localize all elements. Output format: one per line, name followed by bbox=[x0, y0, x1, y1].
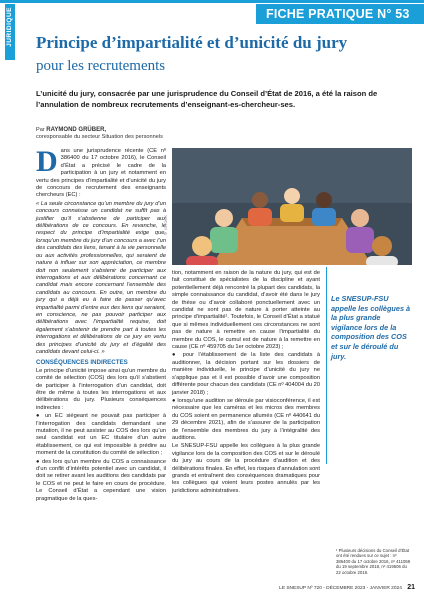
bullet-text: un EC siégeant ne pouvait pas participer à l’interrogation des candidats demandant une mutation, il ne peut assister au COS des lors qu’un seul candidat est un EC titulaire d’un autre établissement, ce qui est impossible à prédire au moment de la constitution du comité de sélection ; bbox=[36, 413, 167, 457]
jurisprudence-quote: « La seule circonstance qu’un membre du jury d’un concours connaisse un candidat ne suffit pas à justifier qu’il s’abstienne de participer aux délibérations de ce concours. En revanche, le respect du principe d’impartialité exige que, lorsqu’un membre du jury d’un concours a avec l’un des candidats des liens, tenant à la vie personnelle ou aux activités professionnelles, qui seraient de nature à influer sur son appréciation, ce membre doit non seulement s’abstenir de participer aux interrogations et aux délibérations concernant ce candidat mais encore concernant l’ensemble des candidats au concours. En outre, un membre du jury qui a déjà eu à faire de passer qu’avec impartialité parmi d’entre eux des liens qui seraient, en conscience, ne pas pouvoir participer aux délibérations avec l’impartialité requise, doit également s’abstenir de prendre part à toutes les interrogations et délibérations de ce jury en vertu des principes d’unicité du jury et d’égalité des candidats devant celui-ci. » bbox=[36, 200, 166, 355]
page-footer bbox=[195, 584, 415, 591]
column-1 bbox=[36, 145, 167, 504]
subhead-consequences: CONSÉQUENCES INDIRECTES bbox=[36, 359, 128, 367]
bullet-item: ● lorsqu’une audition se déroule par visioconférence, il est nécessaire que les caméras et les micros des membres du COS soient en permanence allumés (CE nº 440641 du 29 décembre 2021), afin de s’assurer de la participation de l’ensemble des membres du jury à l’intégralité des auditions. bbox=[172, 397, 321, 441]
meeting-illustration-svg bbox=[172, 148, 412, 265]
top-rule bbox=[0, 0, 424, 3]
section-strip bbox=[5, 4, 15, 60]
bullet-text: des lors qu’un membre du COS a connaissance d’un conflit d’intérêts potentiel avec un candidat, il doit se retirer avant les auditions des candidats par le COS et ne peut le faire en cours de procédure. Le Conseil d’État a cependant une vision pragmatique de la ques- bbox=[36, 458, 166, 502]
photo-credit: © ISTOCK bbox=[163, 215, 168, 236]
bullet-text: pour l’établissement de la liste des candidats à auditionner, la décision portant sur les dossiers de manière individuelle, le principe d’unicité du jury ne s’applique pas et il est possible d’avoir une composition différente pour chacun des candidats (CE nº 404004 du 20 janvier 2018) ; bbox=[172, 352, 320, 396]
article-title: Principe d’impartialité et d’unicité du jury bbox=[36, 33, 348, 52]
byline bbox=[36, 127, 276, 141]
pull-quote: Le SNESUP-FSU appelle les collègues à la plus grande vigilance lors de la composition des COS et sur le déroulé du jury. bbox=[331, 294, 411, 361]
bullet-item: ● des lors qu’un membre du COS a connaissance d’un conflit d’intérêts potentiel avec un candidat, il doit se retirer avant les auditions des candidats par le COS et ne peut le faire en cours de procédure. Le Conseil d’État a cependant une vision pragmatique de la ques- bbox=[36, 458, 166, 502]
sidebar-rule bbox=[326, 267, 327, 464]
page-number: 21 bbox=[407, 584, 415, 591]
byline-author: RAYMOND GRÜBER, bbox=[46, 127, 107, 133]
fiche-banner: FICHE PRATIQUE N° 53 bbox=[256, 4, 424, 24]
footnote: ¹ Plusieurs décisions du Conseil d’État ont été rendues sur ce sujet : nº 386400 du 17 octobre 2016, nº 411059 du 19 septembre 2018, nº 419506 du 22 octobre 2018. bbox=[336, 548, 411, 575]
dropcap: D bbox=[36, 145, 58, 178]
intro-paragraph bbox=[36, 145, 166, 200]
article-subtitle: pour les recrutements bbox=[36, 58, 166, 74]
byline-prefix: Par bbox=[36, 127, 45, 133]
paragraph-conclusion: Le SNESUP-FSU appelle les collègues à la plus grande vigilance lors de la composition des COS et sur le déroulé du jury au cours de la procédure d’audition et des délibérations finales. En effet, les risques d’annulation sont grands et entraînent des conséquences dramatiques pour les collègues qui voient leurs postes annulés par les juridictions administratives. bbox=[172, 443, 320, 494]
bullet-text: lorsqu’une audition se déroule par visioconférence, il est nécessaire que les caméras et les micros des membres du COS soient en permanence allumés (CE nº 440641 du 29 décembre 2021), afin de s’assurer de la participation de l’ensemble des membres du jury à l’intégralité des auditions. bbox=[172, 397, 321, 441]
bullet-item: ● un EC siégeant ne pouvait pas participer à l’interrogation des candidats demandant une mutation, il ne peut assister au COS des lors qu’un seul candidat est un EC titulaire d’un autre établissement, ce qui est impossible à prédire au moment de la constitution du comité de sélection ; bbox=[36, 413, 167, 457]
section-label: JURIDIQUE bbox=[6, 7, 13, 47]
byline-role: coresponsable du secteur Situation des personnels bbox=[36, 134, 163, 140]
paragraph-unicity: Le principe d’unicité impose ainsi qu’un membre du comité de sélection (COS) des lors qu’il s’abstient de participer à l’interrogation d’un candidat, doit être de même à toutes les interrogations et aux délibérations du jury. Plusieurs conséquences indirectes : bbox=[36, 367, 166, 411]
column-2 bbox=[172, 270, 320, 496]
footer-publication: LE SNESUP Nº 720 - DÉCEMBRE 2023 - JANVIER 2024 bbox=[279, 586, 402, 591]
article-chapeau: L’unicité du jury, consacrée par une jurisprudence du Conseil d’État de 2016, a été la raison de l’annulation de nombreux recrutements d’enseignant-es-chercheur-ses. bbox=[36, 89, 378, 109]
bullet-item: ● pour l’établissement de la liste des candidats à auditionner, la décision portant sur les dossiers de manière individuelle, le principe d’unicité du jury ne s’applique pas et il est possible d’avoir une composition différente pour chacun des candidats (CE nº 404004 du 20 janvier 2018) ; bbox=[172, 352, 320, 396]
intro-text: ans une jurisprudence récente (CE nº 386400 du 17 octobre 2016), le Conseil d’État a précisé le cadre de la participation à un jury et notamment en vertu des principes d’impartialité et d’unicité du jury de concours de recrutement des enseignants chercheurs (EC) : bbox=[36, 148, 166, 199]
meeting-illustration bbox=[172, 148, 412, 265]
paragraph-pragmatic: tion, notamment en raison de la nature du jury, qui est de fait constitué de spécialistes de la discipline et ayant potentiellement déjà rencontré la plupart des candidats, la simple connaissance du candidat, d’avoir été dans le jury de thèse ou d’avoir collaboré ponctuellement avec un candidat ne sont pas de nature à porter atteinte au principe d’impartialité¹. Toutefois, le Conseil d’État a statué que si mêmes individuellement ces circonstances ne sont pas de nature à remettre en cause l’impartialité du membre du COS, le cumul est de nature à la remettre en cause (CE nº 459705 du 1er octobre 2023) ; bbox=[172, 270, 320, 351]
